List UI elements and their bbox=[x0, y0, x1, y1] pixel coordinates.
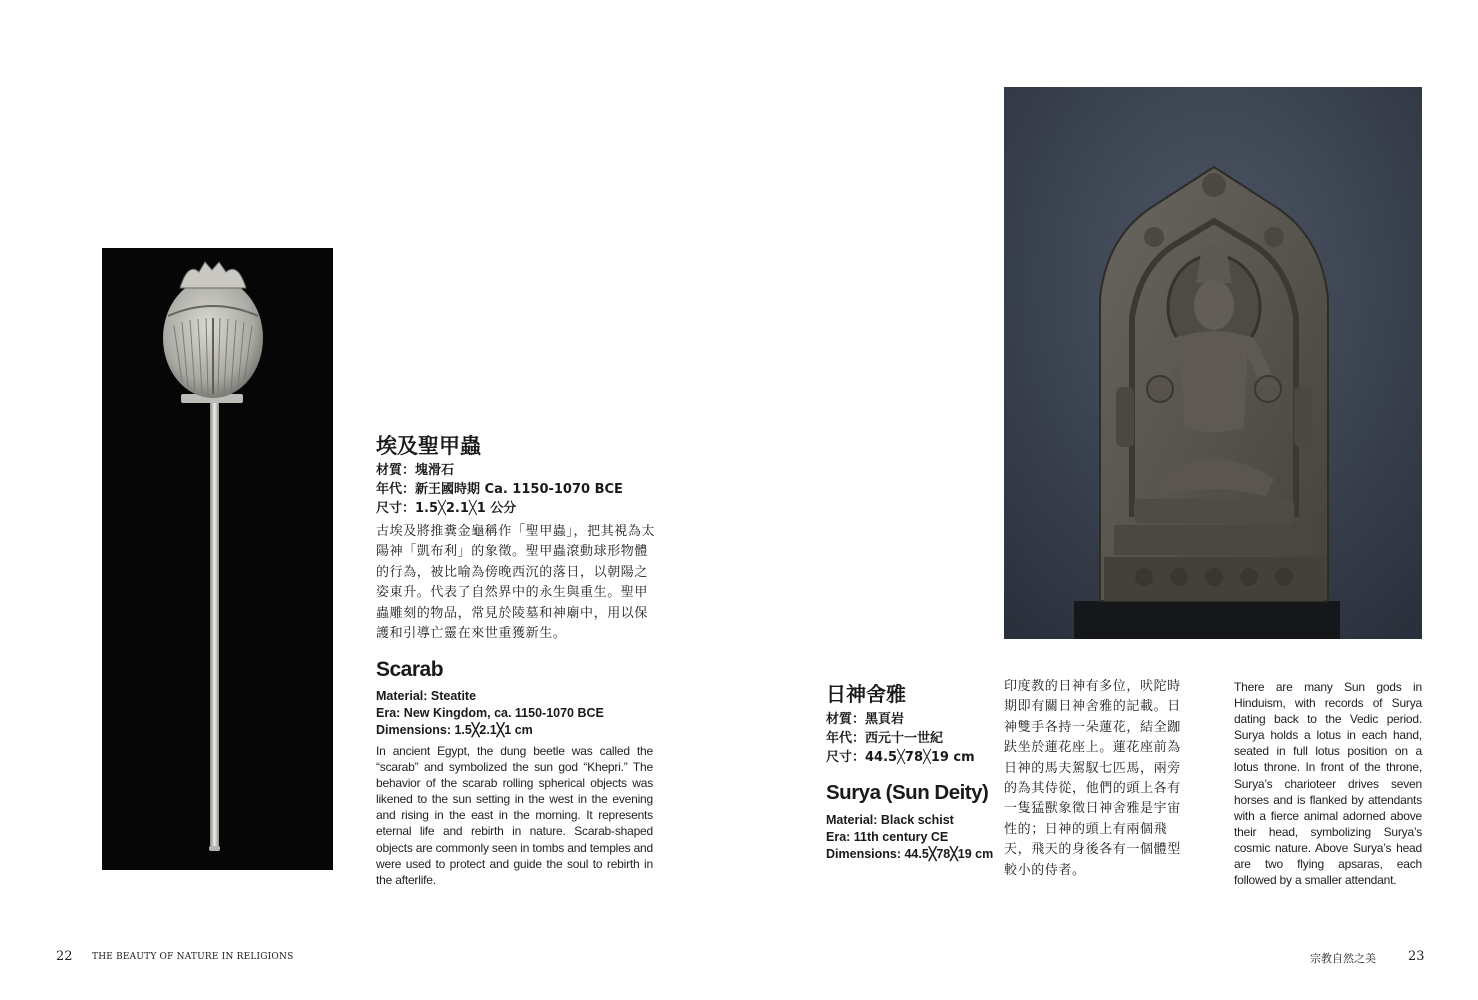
surya-dimensions-zh: 尺寸：44.5╳78╳19 cm bbox=[826, 750, 975, 765]
surya-description-en: There are many Sun gods in Hinduism, with records of Surya dating back to the Vedic period. Surya holds a lotus in each hand, seated in full lotus position on a lotus throne. In front of the throne, Surya’s charioteer drives seven horses and is flanked by attendants with a fierce animal adorned above their head, symbolizing Surya’s cosmic nature. Above Surya’s head are two flying apsaras, each followed by a smaller attendant. bbox=[1234, 680, 1422, 888]
scarab-photo bbox=[102, 248, 333, 870]
scarab-dimensions-en: Dimensions: 1.5╳2.1╳1 cm bbox=[376, 723, 533, 737]
running-head-left: THE BEAUTY OF NATURE IN RELIGIONS bbox=[92, 952, 294, 962]
surya-sculpture-photo bbox=[1004, 87, 1422, 639]
scarab-title-zh: 埃及聖甲蟲 bbox=[376, 434, 481, 458]
surya-era-zh: 年代：西元十一世紀 bbox=[826, 731, 944, 746]
running-head-right: 宗教自然之美 bbox=[1310, 952, 1376, 965]
scarab-title-en: Scarab bbox=[376, 658, 444, 681]
scarab-details-en bbox=[376, 688, 604, 739]
scarab-era-en: Era: New Kingdom, ca. 1150-1070 BCE bbox=[376, 706, 604, 720]
scarab-material-en: Material: Steatite bbox=[376, 689, 477, 703]
surya-material-zh: 材質：黑頁岩 bbox=[826, 712, 905, 727]
scarab-details-zh bbox=[376, 461, 623, 518]
page-number-right: 23 bbox=[1408, 949, 1425, 964]
surya-dimensions-en: Dimensions: 44.5╳78╳19 cm bbox=[826, 847, 994, 861]
scarab-description-zh: 古埃及將推糞金龜稱作「聖甲蟲」，把其視為太陽神「凱布利」的象徵。聖甲蟲滾動球形物體的行為，被比喻為傍晚西沉的落日，以朝陽之姿東升。代表了自然界中的永生與重生。聖甲蟲雕刻的物品，常見於陵墓和神廟中，用以保護和引導亡靈在來世重獲新生。 bbox=[376, 524, 656, 642]
scarab-material-zh: 材質：塊滑石 bbox=[376, 463, 455, 478]
scarab-pin-illustration bbox=[102, 248, 333, 870]
surya-description-zh: 印度教的日神有多位，吠陀時期即有關日神舍雅的記載。日神雙手各持一朵蓮花，結全跏趺坐於蓮花座上。蓮花座前為日神的馬夫駕馭七匹馬，兩旁的為其侍從，他們的頭上各有一隻猛獸象徵日神舍雅是宇宙性的；日神的頭上有兩個飛天，飛天的身後各有一個體型較小的侍者。 bbox=[1004, 679, 1181, 878]
surya-title-en: Surya (Sun Deity) bbox=[826, 781, 989, 804]
surya-era-en: Era: 11th century CE bbox=[826, 830, 949, 844]
surya-material-en: Material: Black schist bbox=[826, 813, 954, 827]
surya-details-zh bbox=[826, 710, 975, 767]
surya-details-en bbox=[826, 812, 993, 863]
scarab-era-zh: 年代：新王國時期 Ca. 1150-1070 BCE bbox=[376, 482, 623, 497]
page-number-left: 22 bbox=[56, 949, 73, 964]
scarab-description-en: In ancient Egypt, the dung beetle was called the “scarab” and symbolized the sun god “Khepri.” The behavior of the scarab rolling spherical objects was likened to the sun setting in the west in the evening and rising in the east in the morning. It represents eternal life and rebirth in nature. Scarab-shaped objects are commonly seen in tombs and temples and were used to protect and guide the soul to rebirth in the afterlife. bbox=[376, 744, 653, 887]
surya-title-zh: 日神舍雅 bbox=[826, 682, 906, 706]
surya-sculpture-illustration bbox=[1004, 87, 1422, 639]
scarab-dimensions-zh: 尺寸：1.5╳2.1╳1 公分 bbox=[376, 501, 517, 516]
